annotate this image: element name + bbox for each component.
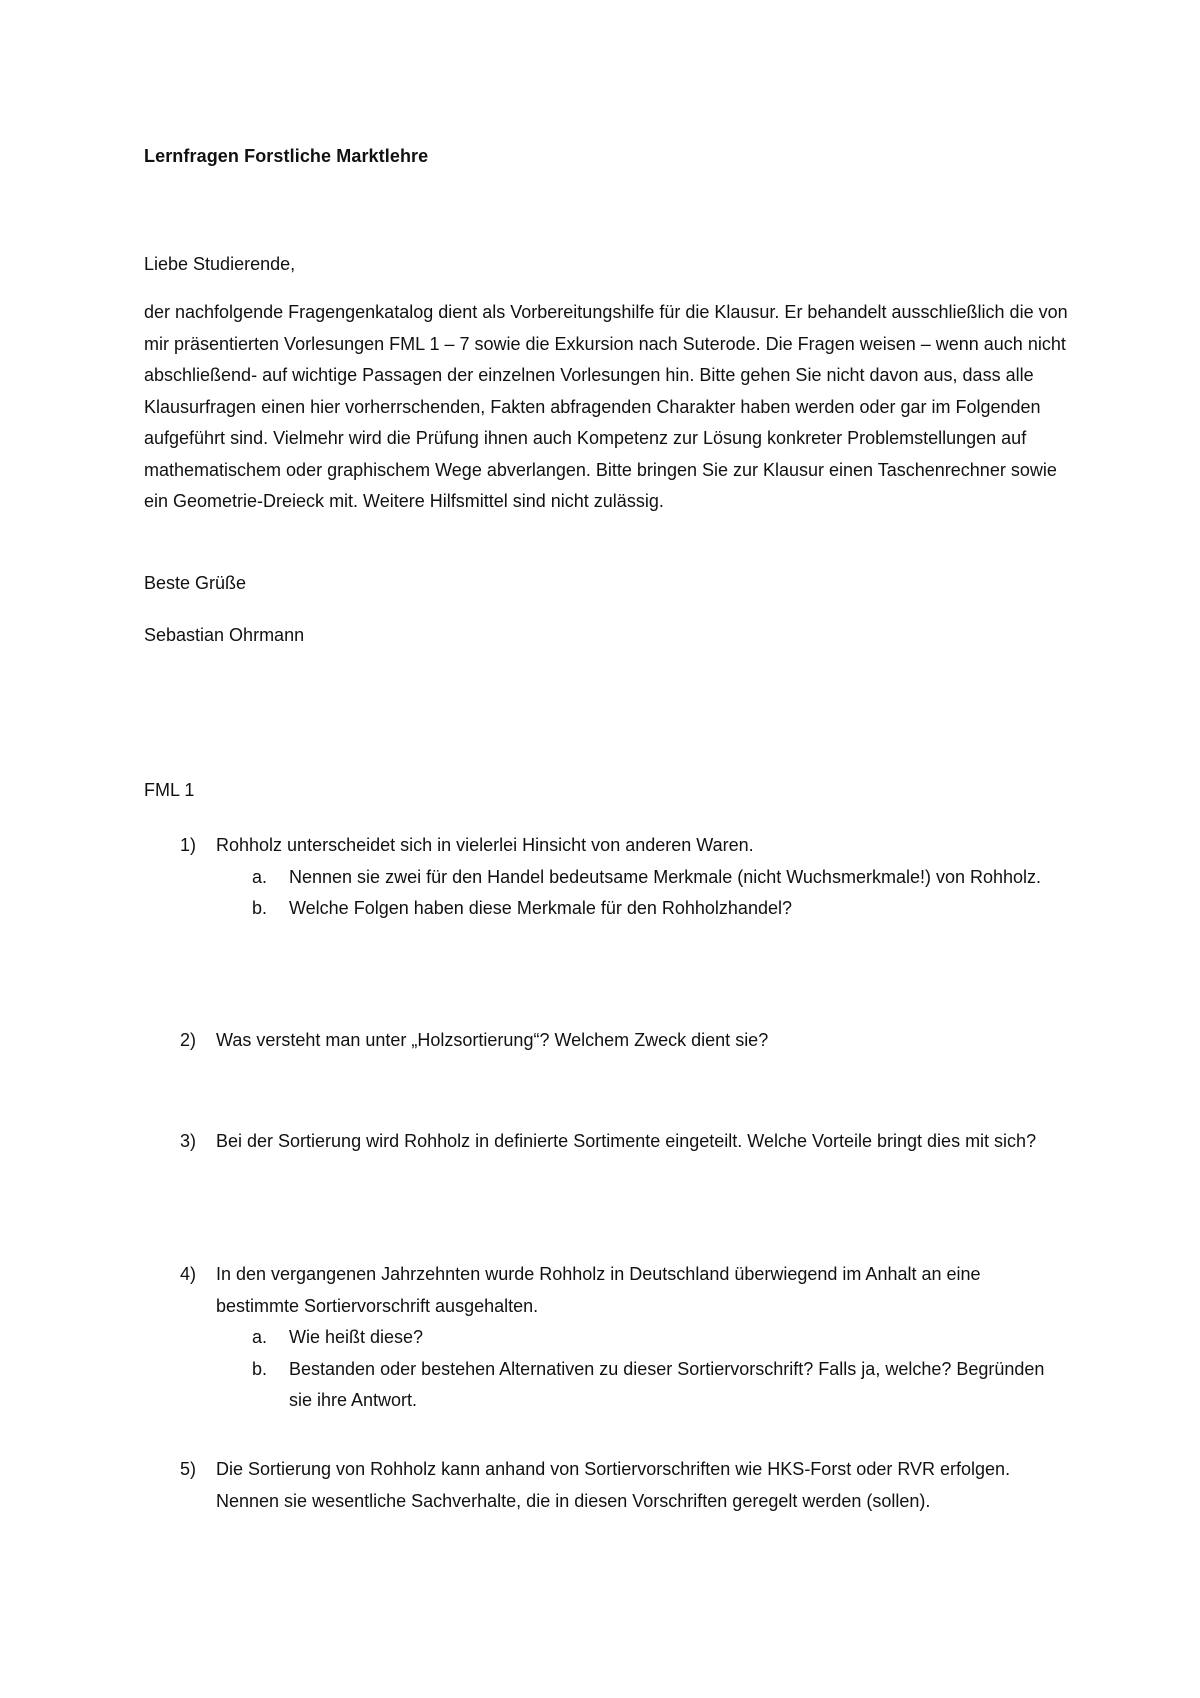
question-1 <box>144 830 1064 925</box>
question-number: 3) <box>180 1131 197 1151</box>
document-title: Lernfragen Forstliche Marktlehre <box>144 146 429 166</box>
question-number: 2) <box>180 1030 197 1050</box>
signature: Sebastian Ohrmann <box>144 625 305 645</box>
section-heading: FML 1 <box>144 780 195 800</box>
question-text: Was versteht man unter „Holzsortierung“? Welchem Zweck dient sie? <box>216 1030 769 1050</box>
question-2 <box>144 1025 1064 1057</box>
question-number: 5) <box>180 1459 197 1479</box>
question-number: 1) <box>180 835 197 855</box>
intro-paragraph: der nachfolgende Fragengenkatalog dient als Vorbereitungshilfe für die Klausur. Er behandelt ausschließlich die von mir präsentierten Vorlesungen FML 1 – 7 sowie die Exkursion nach Suterode. Die Fragen weisen – wenn auch nicht abschließend- auf wichtige Passagen der einzelnen Vorlesungen hin. Bitte gehen Sie nicht davon aus, dass alle Klausurfragen einen hier vorherrschenden, Fakten abfragenden Charakter haben werden oder gar im Folgenden aufgeführt sind. Vielmehr wird die Prüfung ihnen auch Kompetenz zur Lösung konkreter Problemstellungen auf mathematischem oder graphischem Wege abverlangen. Bitte bringen Sie zur Klausur einen Taschenrechner sowie ein Geometrie-Dreieck mit. Weitere Hilfsmittel sind nicht zulässig. <box>144 302 1068 511</box>
subquestion-number: a. <box>252 866 268 887</box>
question-4 <box>144 1259 1064 1417</box>
question-5 <box>144 1454 1064 1517</box>
question-text: Die Sortierung von Rohholz kann anhand von Sortiervorschriften wie HKS-Forst oder RVR erfolgen. Nennen sie wesentliche Sachverhalte, die in diesen Vorschriften geregelt werden (sollen). <box>216 1459 1011 1511</box>
question-3 <box>144 1126 1064 1158</box>
subquestion-text: Bestanden oder bestehen Alternativen zu dieser Sortiervorschrift? Falls ja, welche? Begründen sie ihre Antwort. <box>289 1358 1045 1410</box>
question-number: 4) <box>180 1264 197 1284</box>
question-text: In den vergangenen Jahrzehnten wurde Rohholz in Deutschland überwiegend im Anhalt an eine bestimmte Sortiervorschrift ausgehalten. <box>216 1264 981 1316</box>
question-text: Bei der Sortierung wird Rohholz in definierte Sortimente eingeteilt. Welche Vorteile bringt dies mit sich? <box>216 1131 1037 1151</box>
subquestion-number: b. <box>252 1358 268 1379</box>
greeting: Liebe Studierende, <box>144 254 296 274</box>
subquestion-number: b. <box>252 898 268 918</box>
question-text: Rohholz unterscheidet sich in vielerlei Hinsicht von anderen Waren. <box>216 835 754 855</box>
subquestion-text: Welche Folgen haben diese Merkmale für den Rohholzhandel? <box>289 898 792 918</box>
subquestion-text: Nennen sie zwei für den Handel bedeutsame Merkmale (nicht Wuchsmerkmale!) von Rohholz. <box>289 866 1042 887</box>
subquestion-number: a. <box>252 1327 268 1347</box>
subquestion-text: Wie heißt diese? <box>289 1327 424 1347</box>
closing: Beste Grüße <box>144 573 247 593</box>
